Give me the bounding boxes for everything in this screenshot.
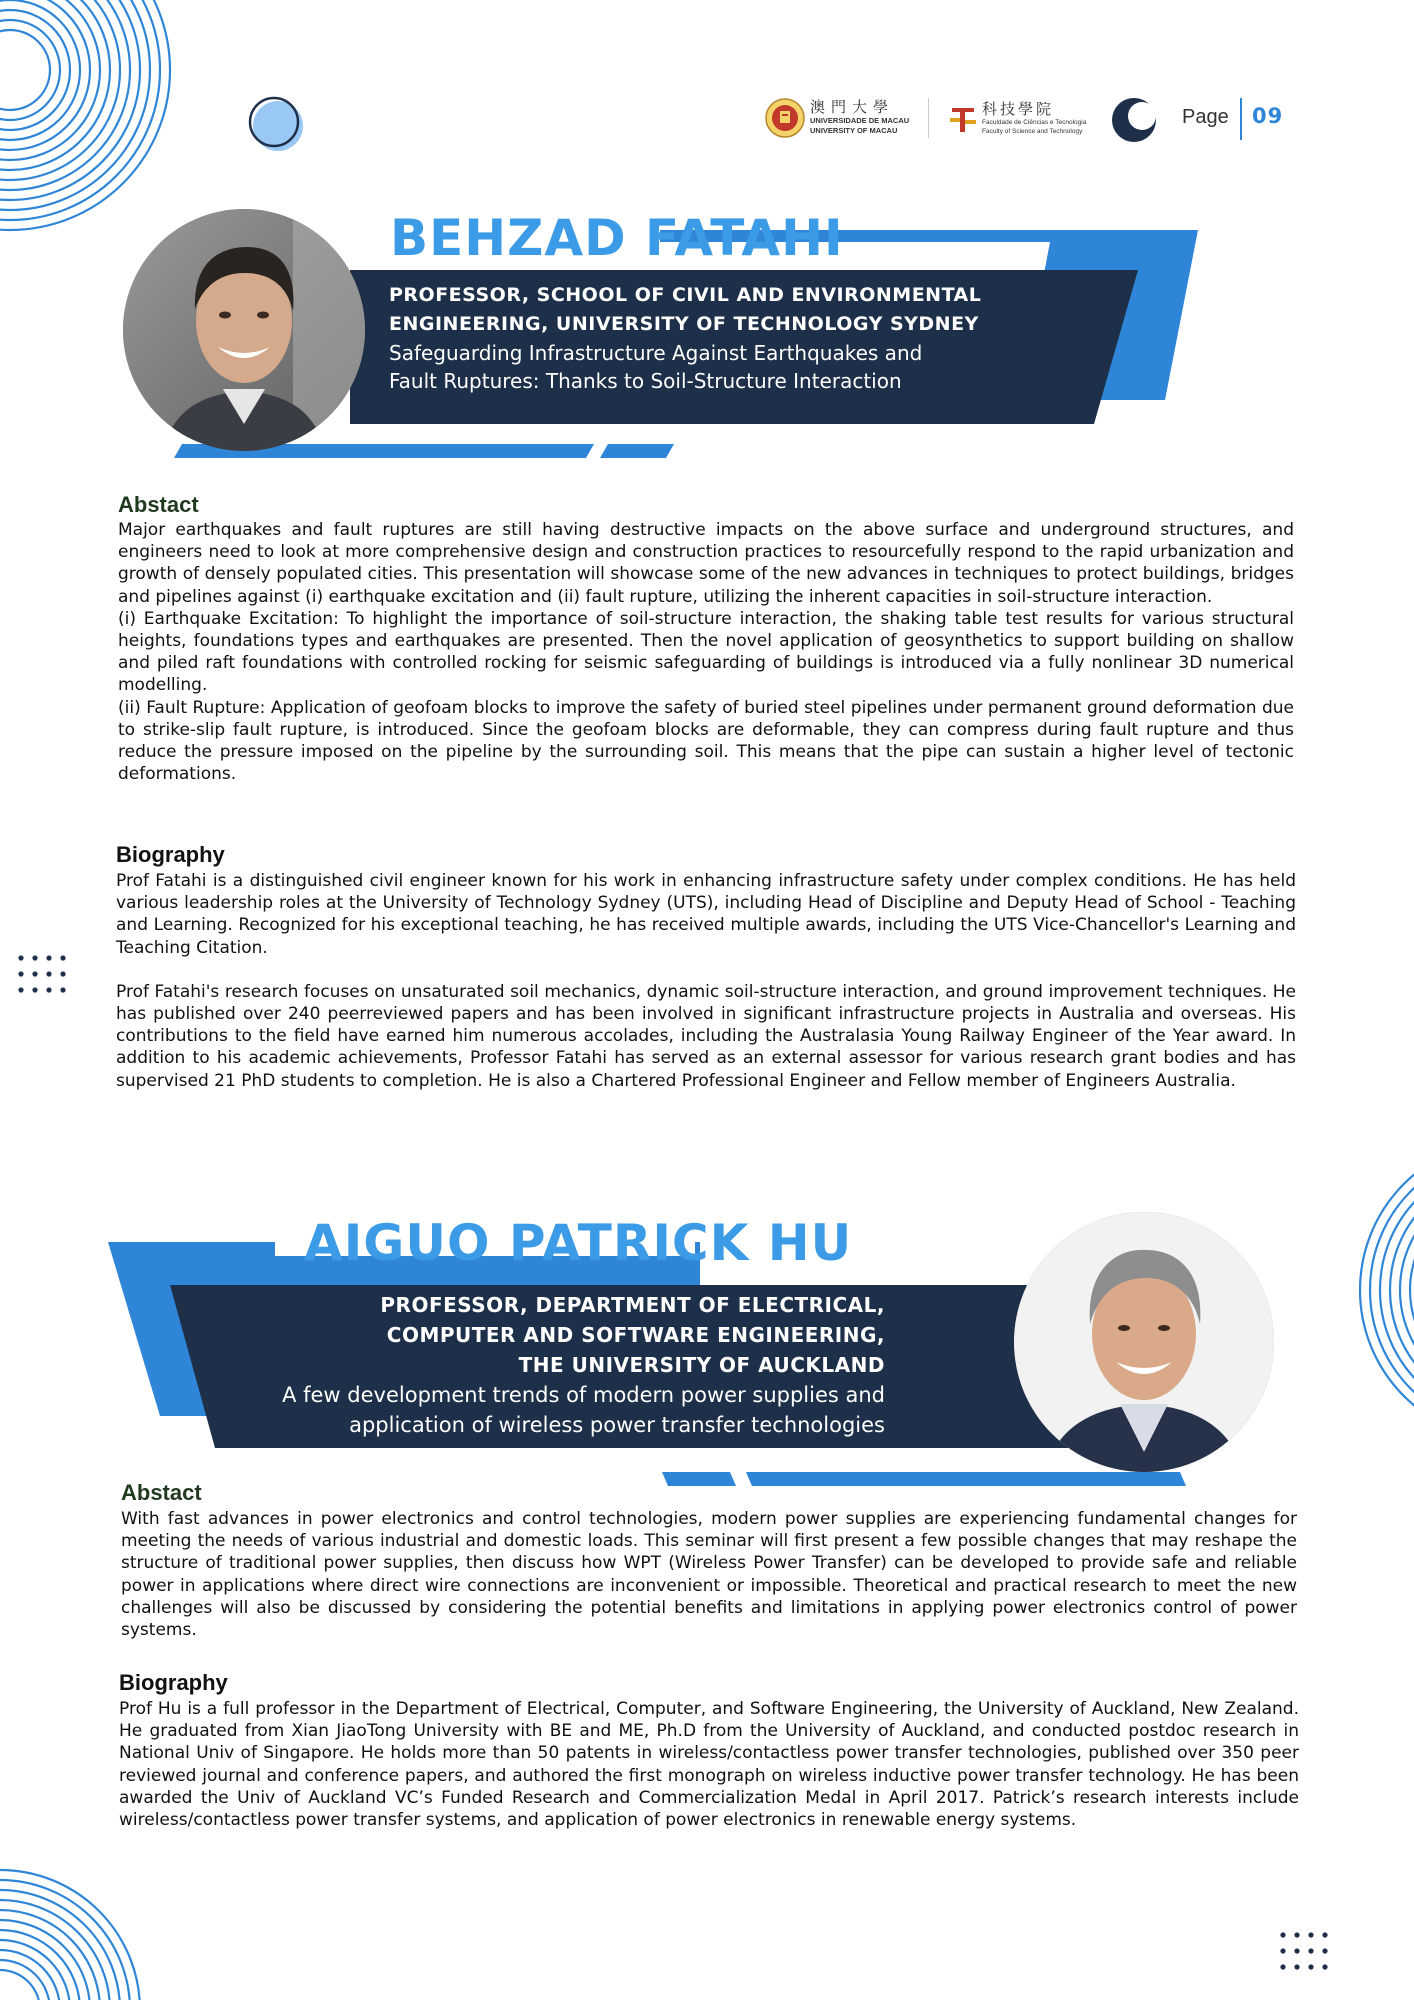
page-number: 09: [1252, 104, 1284, 128]
paragraph: With fast advances in power electronics and control technologies, modern power supplies are experiencing fundamental changes for meeting the needs of various industrial and domestic loads. This seminar will first present a few possible changes that may reshape the structure of traditional power supplies, then discuss how WPT (Wireless Power Transfer) can be developed to provide safe and reliable power in applications where direct wire connections are inconvenient or impossible. Theoretical and practical research to meet the new challenges will also be discussed by considering the potential benefits and limitations in applying power electronics control of power systems.: [121, 1509, 1297, 1641]
speaker2-photo: [1014, 1212, 1274, 1472]
fst-logo-text: 科技學院 Faculdade de Ciências e Tecnologia Faculty of Science and Technology: [982, 100, 1087, 135]
speaker1-title-line: ENGINEERING, UNIVERSITY OF TECHNOLOGY SYDNEY: [389, 313, 979, 335]
moon-icon: [1110, 96, 1158, 144]
decorative-dot-grid-left: [16, 953, 66, 997]
header-divider: [928, 98, 929, 138]
speaker2-biography-heading: Biography: [119, 1670, 228, 1695]
decorative-arcs-bottom-left: [0, 1810, 150, 2000]
paragraph: Prof Hu is a full professor in the Department of Electrical, Computer, and Software Engineering, the University of Auckland, New Zealand. He graduated from Xian JiaoTong University with BE and ME, Ph.D from the University of Auckland, and conducted postdoc research in National Univ of Singapore. He holds more than 50 patents in wireless/contactless power transfer technologies, published over 350 peer reviewed journal and conference papers, and authored the first monograph on wireless inductive power transfer technology. He has been awarded the Univ of Auckland VC’s Funded Research and Commercialization Medal in April 2017. Patrick’s research interests include wireless/contactless power transfer systems, and application of power electronics in renewable energy systems.: [119, 1699, 1299, 1831]
speaker2-talk-title: application of wireless power transfer technologies: [349, 1413, 885, 1437]
fst-logo-mark: [948, 102, 978, 136]
page-label: Page: [1182, 106, 1229, 128]
speaker2-name: AIGUO PATRICK HU: [304, 1214, 853, 1272]
speaker1-talk-title: Safeguarding Infrastructure Against Earthquakes and: [389, 341, 923, 365]
university-of-macau-logo: 澳門大學 UNIVERSIDADE DE MACAU UNIVERSITY OF MACAU: [810, 98, 910, 135]
speaker2-abstract-body: [121, 1508, 1297, 1641]
decorative-dot-grid-bottom-right: [1278, 1930, 1328, 1974]
decorative-circle: [246, 96, 312, 156]
speaker1-photo: [123, 209, 365, 451]
decorative-arcs-right: [1320, 1140, 1414, 1440]
speaker1-abstract-heading: Abstact: [118, 492, 199, 517]
paragraph: Prof Fatahi's research focuses on unsaturated soil mechanics, dynamic soil-structure interaction, and ground improvement techniques. He has published over 240 peerreviewed papers and has been involved in significant infrastructure projects in Australia and overseas. His contributions to the field have earned him numerous accolades, including the Australasia Young Railway Engineer of the Year award. In addition to his academic achievements, Professor Fatahi has served as an external assessor for various research grant bodies and has supervised 21 PhD students to completion. He is also a Chartered Professional Engineer and Fellow member of Engineers Australia.: [116, 981, 1296, 1091]
speaker1-title-line: PROFESSOR, SCHOOL OF CIVIL AND ENVIRONMENTAL: [389, 284, 982, 306]
paragraph: Major earthquakes and fault ruptures are still having destructive impacts on the above surface and underground structures, and engineers need to look at more comprehensive design and construction practices to resourcefully respond to the rapid urbanization and growth of densely populated cities. This presentation will showcase some of the new advances in techniques to protect buildings, bridges and pipelines against (i) earthquake excitation and (ii) fault rupture, utilizing the inherent capacities in soil-structure interaction.: [118, 520, 1294, 607]
speaker2-title-line: THE UNIVERSITY OF AUCKLAND: [518, 1353, 885, 1377]
speaker2-biography-body: [119, 1698, 1299, 1831]
speaker2-title-line: COMPUTER AND SOFTWARE ENGINEERING,: [386, 1323, 885, 1347]
speaker1-name: BEHZAD FATAHI: [390, 209, 844, 267]
paragraph: (ii) Fault Rupture: Application of geofoam blocks to improve the safety of buried steel pipelines under permanent ground deformation due to strike-slip fault rupture, is introduced. Since the geofoam blocks are deformable, they can compress during fault rupture and thus reduce the pressure imposed on the pipeline by the surrounding soil. This means that the pipe can sustain a higher level of tectonic deformations.: [118, 697, 1294, 785]
speaker1-abstract-body: [118, 519, 1294, 785]
paragraph: Prof Fatahi is a distinguished civil engineer known for his work in enhancing infrastructure safety under complex conditions. He has held various leadership roles at the University of Technology Sydney (UTS), including Head of Discipline and Deputy Head of School - Teaching and Learning. Recognized for his exceptional teaching, he has received multiple awards, including the UTS Vice-Chancellor's Learning and Teaching Citation.: [116, 871, 1296, 958]
speaker2-affiliation: [190, 1290, 885, 1440]
header: [760, 92, 1300, 148]
speaker1-biography-heading: Biography: [116, 842, 225, 867]
speaker2-abstract-heading: Abstact: [121, 1480, 202, 1505]
decorative-arcs-top-left: [0, 0, 200, 240]
speaker1-biography-body: [116, 870, 1296, 1092]
university-of-macau-seal: [765, 98, 805, 138]
speaker1-affiliation: [389, 281, 1009, 395]
paragraph: (i) Earthquake Excitation: To highlight the importance of soil-structure interaction, the shaking table test results for various structural heights, foundations types and earthquakes are presented. Then the novel application of geosynthetics to support building on shallow and piled raft foundations with controlled rocking for seismic safeguarding of buildings is introduced via a fully nonlinear 3D numerical modelling.: [118, 608, 1294, 696]
page-divider: [1240, 98, 1242, 140]
speaker1-talk-title: Fault Ruptures: Thanks to Soil-Structure Interaction: [389, 369, 902, 393]
speaker2-talk-title: A few development trends of modern power supplies and: [282, 1383, 885, 1407]
speaker2-title-line: PROFESSOR, DEPARTMENT OF ELECTRICAL,: [380, 1293, 885, 1317]
